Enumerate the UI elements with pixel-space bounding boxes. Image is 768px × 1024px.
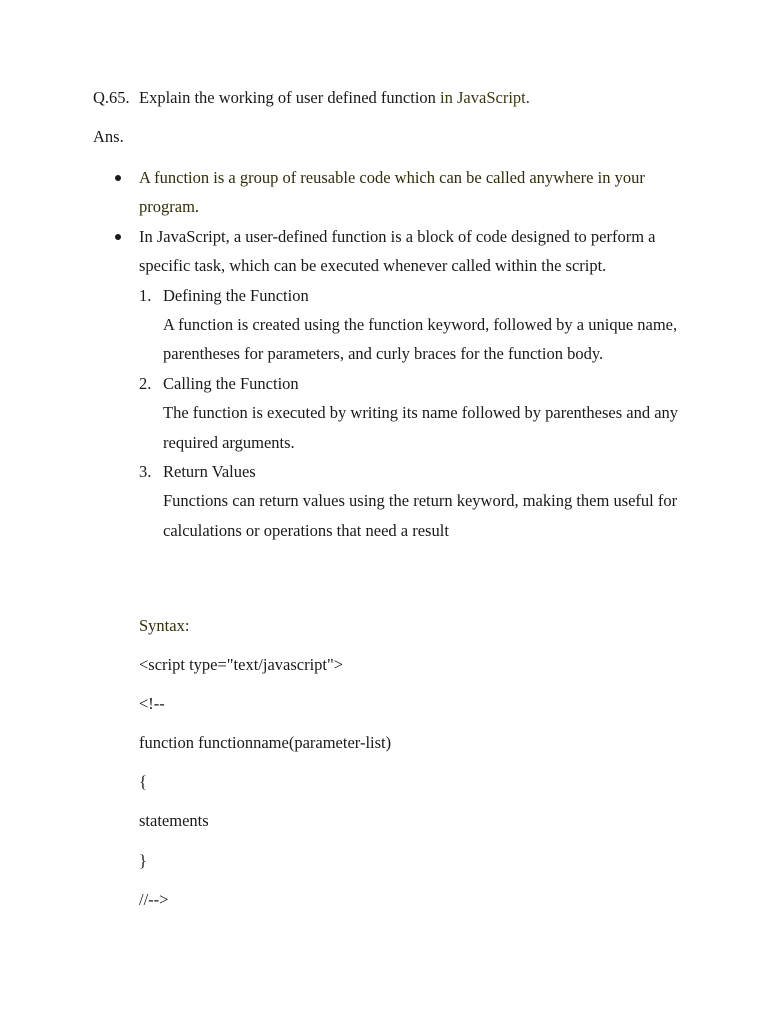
question-text-highlight: in JavaScript. xyxy=(440,88,530,107)
bullet-text: A function is a group of reusable code which can be called anywhere in your program. xyxy=(139,168,645,217)
step-number: 1. xyxy=(139,285,152,305)
step-item xyxy=(139,281,684,369)
code-line: <!-- xyxy=(139,694,165,714)
step-body: Functions can return values using the return keyword, making them useful for calculations or operations that need a result xyxy=(163,491,678,540)
bullet-item xyxy=(139,222,684,545)
code-line: } xyxy=(139,850,147,870)
step-item xyxy=(139,457,684,545)
answer-label: Ans. xyxy=(93,127,124,146)
question-heading xyxy=(93,87,530,109)
question-number: Q.65. xyxy=(93,88,130,107)
bullet-item xyxy=(139,163,684,222)
code-line: //--> xyxy=(139,889,169,909)
code-line: function functionname(parameter-list) xyxy=(139,733,392,753)
step-title: Return Values xyxy=(163,462,256,482)
step-body: A function is created using the function keyword, followed by a unique name, parentheses for parameters, and curly braces for the function body. xyxy=(163,315,678,364)
step-number: 3. xyxy=(139,462,152,482)
step-item xyxy=(139,369,684,457)
syntax-block xyxy=(139,615,391,928)
step-title: Calling the Function xyxy=(163,373,299,393)
step-body: The function is executed by writing its name followed by parentheses and any required arguments. xyxy=(163,403,679,452)
bullet-dot-icon xyxy=(115,175,121,181)
code-line: statements xyxy=(139,811,209,831)
step-title: Defining the Function xyxy=(163,285,309,305)
question-text: Explain the working of user defined function xyxy=(139,88,441,107)
code-line: { xyxy=(139,772,147,792)
bullet-text: In JavaScript, a user-defined function is a block of code designed to perform a specific task, which can be executed whenever called within the script. xyxy=(139,226,656,276)
steps-list xyxy=(139,281,684,546)
answer-bullet-list xyxy=(139,163,684,545)
syntax-label: Syntax: xyxy=(139,616,190,635)
bullet-dot-icon xyxy=(115,234,121,240)
code-line: <script type="text/javascript"> xyxy=(139,655,344,675)
step-number: 2. xyxy=(139,373,152,393)
